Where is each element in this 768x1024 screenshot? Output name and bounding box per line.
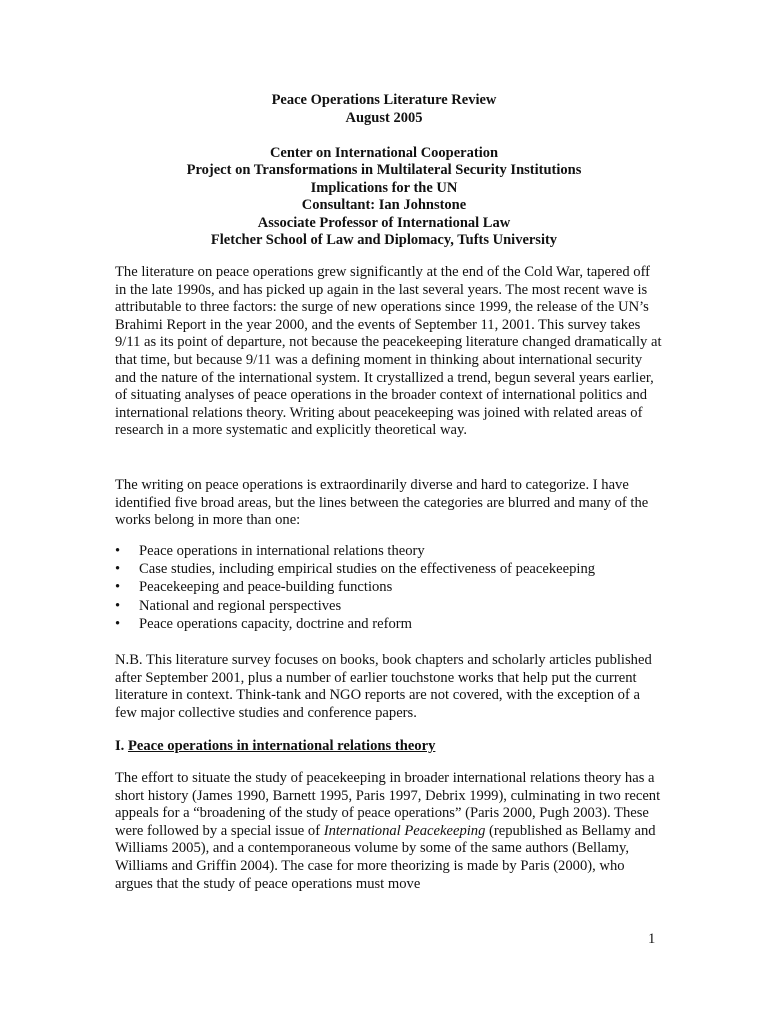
- category-list: [115, 542, 595, 633]
- bullet-marker: •: [115, 543, 121, 559]
- document-date: August 2005: [345, 109, 423, 126]
- section-heading: [115, 737, 435, 755]
- project-name: Project on Transformations in Multilateral Security Institutions: [186, 162, 582, 178]
- consultant-school: Fletcher School of Law and Diplomacy, Tufts University: [210, 232, 558, 248]
- organization-name: Center on International Cooperation: [269, 144, 499, 161]
- list-item: • Peacekeeping and peace-building functions: [115, 579, 393, 596]
- bullet-marker: •: [115, 615, 121, 632]
- bullet-marker: •: [115, 597, 121, 614]
- section-number: I.: [115, 738, 125, 754]
- journal-title: International Peacekeeping: [323, 822, 486, 839]
- section-title: Peace operations in international relations theory: [127, 738, 436, 754]
- document-header: [0, 92, 768, 250]
- bullet-marker: •: [115, 579, 121, 596]
- bullet-marker: •: [115, 561, 121, 578]
- categories-paragraph: The writing on peace operations is extraordinarily diverse and hard to categorize. I have identified five broad areas, but the lines between the categories are blurred and many of the works belong in more than one:: [115, 477, 649, 529]
- section-paragraph: The effort to situate the study of peacekeeping in broader international relations theory has a short history (James 1990, Barnett 1995, Paris 1997, Debrix 1999), culminating in two recent appeals for a “broadening of the study of peace operations” (Paris 2000, Pugh 2003). These were followed by a special issue of International Peacekeeping (republished as Bellamy and Williams 2005), and a contemporaneous volume by some of the same authors (Bellamy, Williams and Griffin 2004). The case for more theorizing is made by Paris (2000), who argues that the study of peace operations must move: [115, 770, 661, 892]
- scope-note-paragraph: N.B. This literature survey focuses on books, book chapters and scholarly articles published after September 2001, plus a number of earlier touchstone works that help put the current literature in context. Think-tank and NGO reports are not covered, with the exception of a few major collective studies and conference papers.: [115, 652, 652, 721]
- list-item: • Peace operations capacity, doctrine and reform: [115, 615, 412, 632]
- consultant-position: Associate Professor of International Law: [257, 214, 511, 231]
- project-subtitle: Implications for the UN: [310, 179, 458, 196]
- page-number: 1: [648, 931, 656, 947]
- document-title: Peace Operations Literature Review: [271, 92, 497, 108]
- list-item: • Peace operations in international relations theory: [115, 543, 425, 559]
- list-item: • Case studies, including empirical studies on the effectiveness of peacekeeping: [115, 561, 596, 578]
- intro-paragraph: The literature on peace operations grew significantly at the end of the Cold War, tapered off in the late 1990s, and has picked up again in the last several years. The most recent wave is attributable to three factors: the surge of new operations since 1999, the release of the UN’s Brahimi Report in the year 2000, and the events of September 11, 2001. This survey takes 9/11 as its point of departure, not because the peacekeeping literature changed dramatically at that time, but because 9/11 was a defining moment in thinking about international security and the nature of the international system. It crystallized a trend, begun several years earlier, of situating analyses of peace operations in the broader context of international politics and international relations theory. Writing about peacekeeping was joined with related areas of research in a more systematic and explicitly theoretical way.: [115, 264, 662, 439]
- consultant-name: Consultant: Ian Johnstone: [301, 197, 467, 213]
- header-spacer: [0, 127, 768, 145]
- list-item: • National and regional perspectives: [115, 597, 342, 614]
